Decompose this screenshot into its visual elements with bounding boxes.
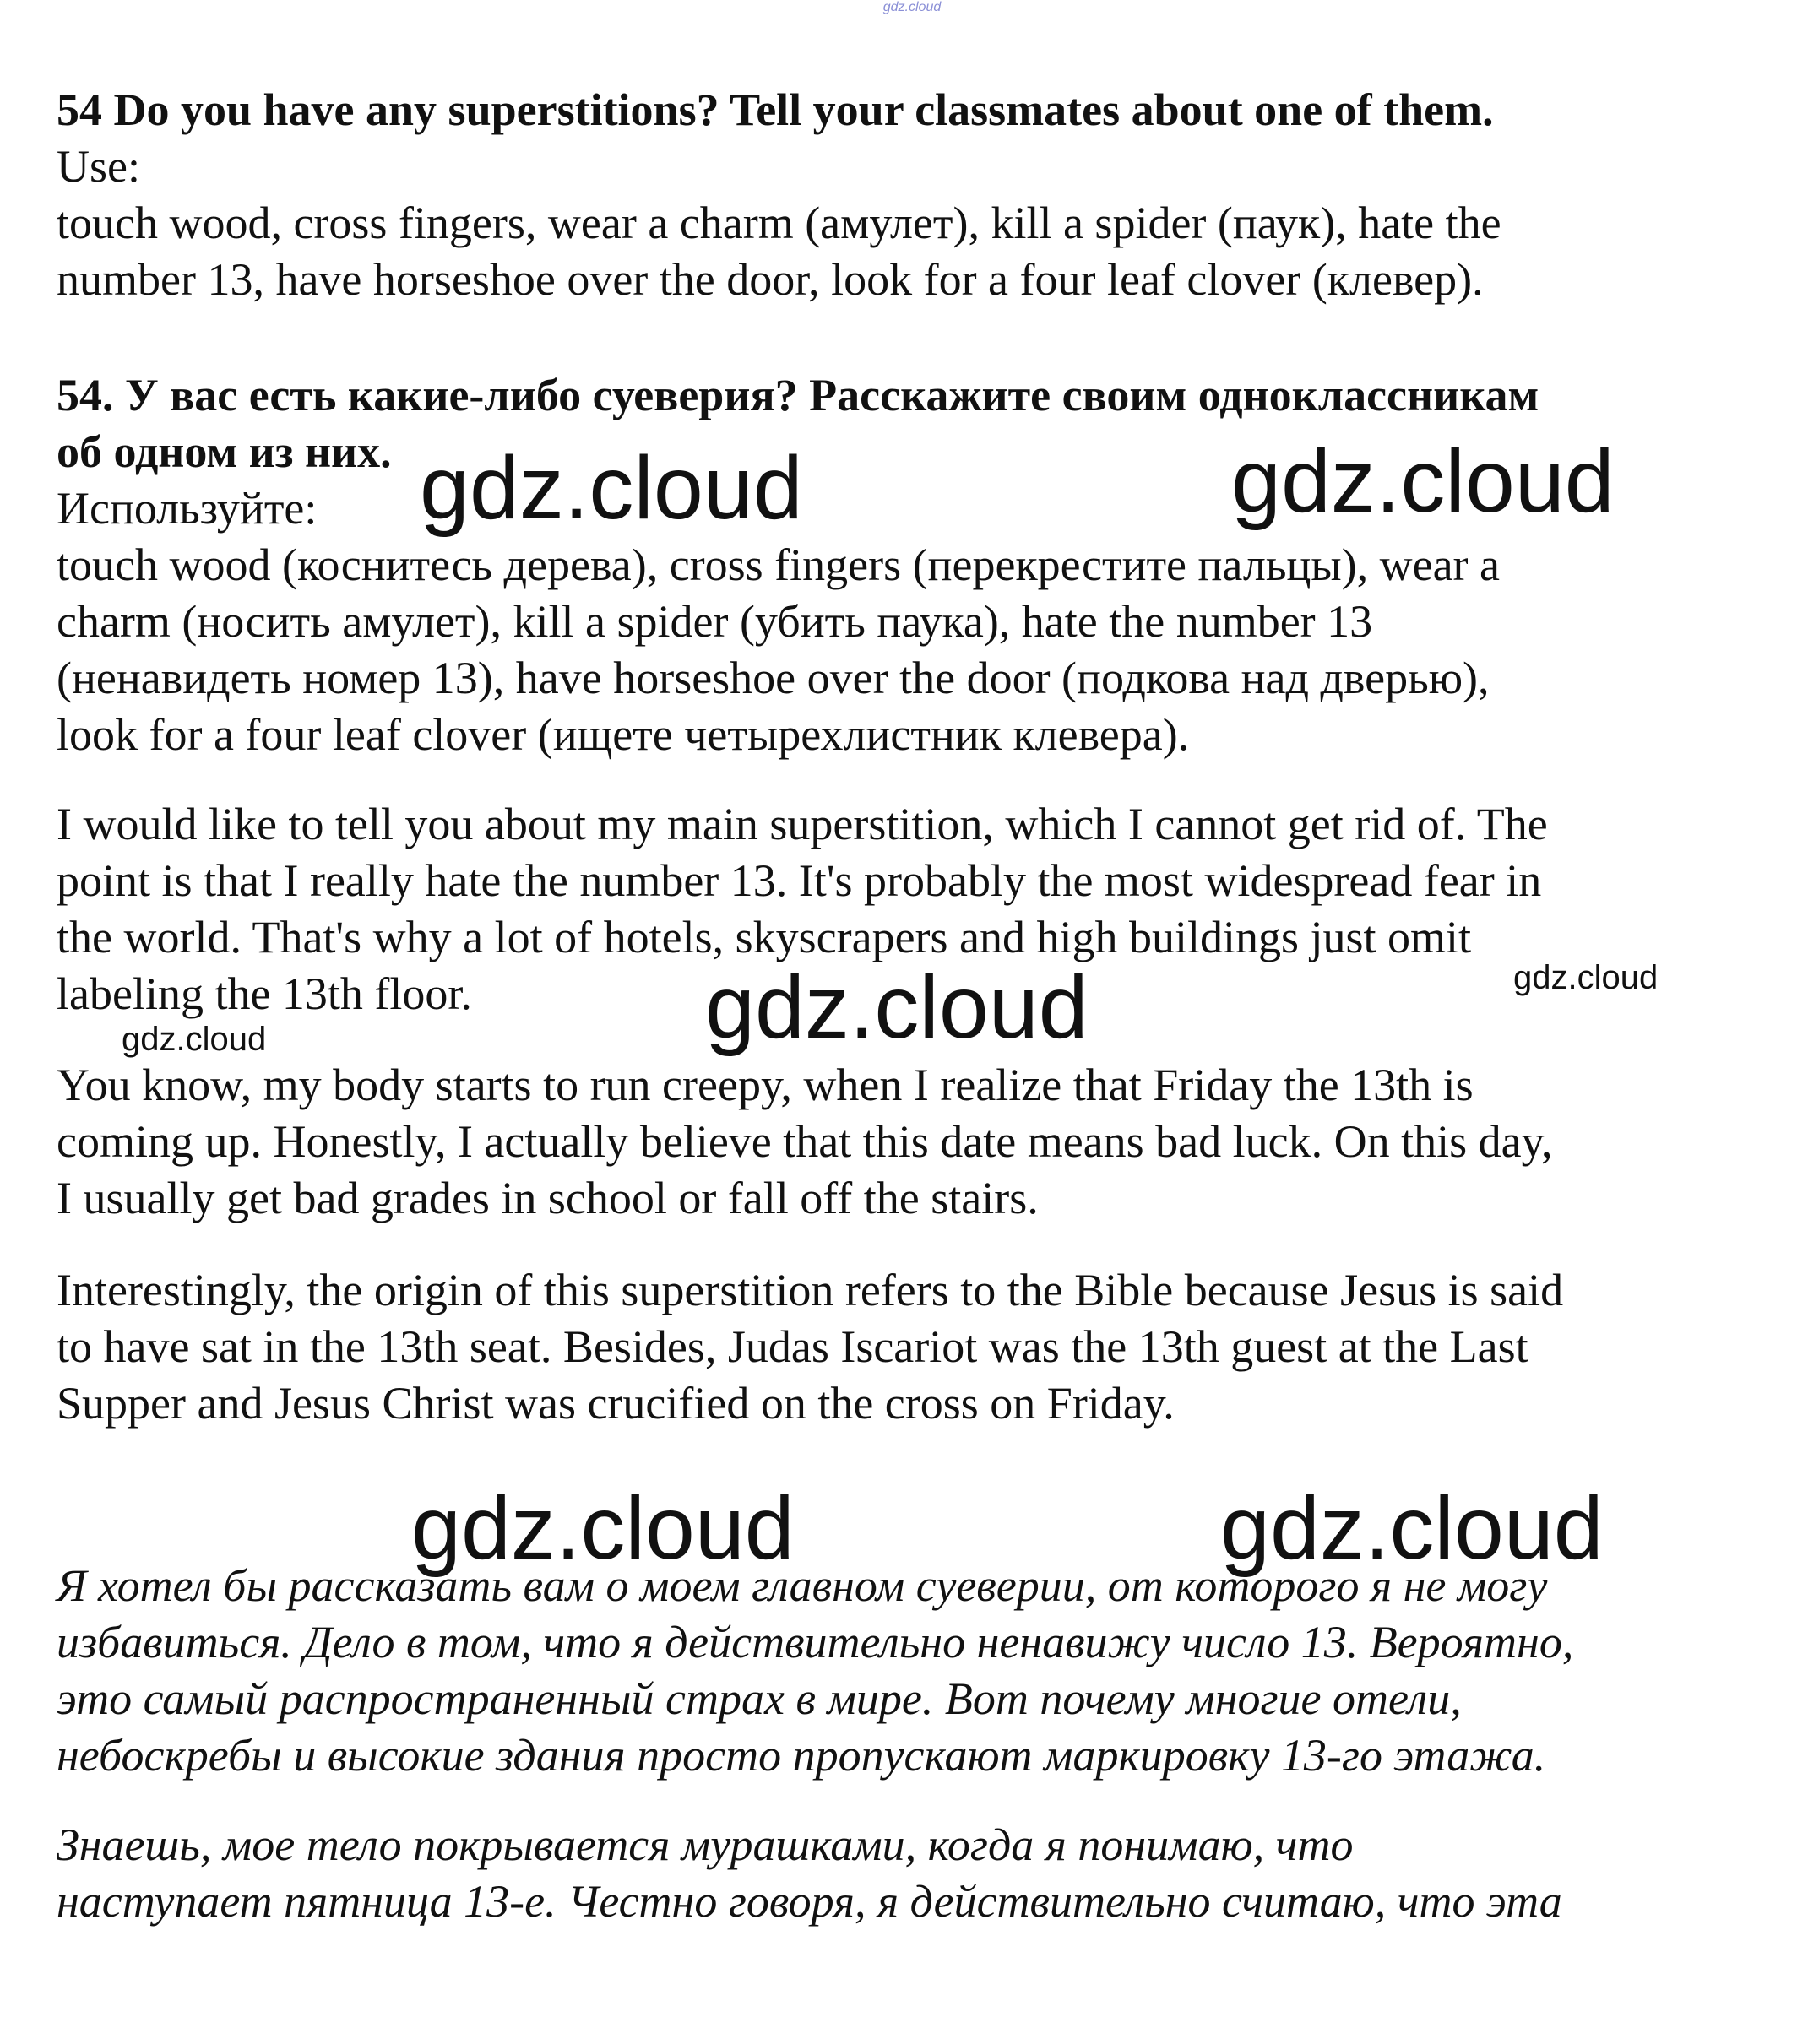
- watermark: gdz.cloud: [1220, 1478, 1604, 1578]
- watermark: gdz.cloud: [122, 1021, 267, 1058]
- watermark: gdz.cloud: [1231, 431, 1615, 531]
- answer-ru-paragraph-1: [57, 1558, 1746, 1784]
- answer-line: I usually get bad grades in school or fall off the stairs.: [57, 1173, 1039, 1223]
- answer-line: labeling the 13th floor.: [57, 968, 472, 1019]
- answer-line: Interestingly, the origin of this superstition refers to the Bible because Jesus is said: [57, 1265, 1564, 1315]
- watermark: gdz.cloud: [411, 1478, 795, 1578]
- task-ru-title-line: 54. У вас есть какие-либо суеверия? Расскажите своим одноклассникам: [57, 370, 1539, 420]
- task-ru-phrases-line: touch wood (коснитесь дерева), cross fingers (перекрестите пальцы), wear a: [57, 539, 1500, 590]
- answer-en-paragraph-3: [57, 1262, 1746, 1432]
- task-ru-phrases-line: charm (носить амулет), kill a spider (убить паука), hate the number 13: [57, 596, 1373, 647]
- answer-line: the world. That's why a lot of hotels, skyscrapers and high buildings just omit: [57, 912, 1472, 962]
- answer-line: наступает пятница 13-е. Честно говоря, я действительно считаю, что эта: [57, 1876, 1562, 1927]
- answer-line: Я хотел бы рассказать вам о моем главном суеверии, от которого я не могу: [57, 1560, 1548, 1611]
- answer-line: это самый распространенный страх в мире. Вот почему многие отели,: [57, 1673, 1462, 1724]
- answer-en-paragraph-2: [57, 1057, 1746, 1227]
- task-en-phrases-line: number 13, have horseshoe over the door, look for a four leaf clover (клевер).: [57, 254, 1484, 305]
- task-ru: [57, 367, 1746, 763]
- answer-line: Знаешь, мое тело покрывается мурашками, когда я понимаю, что: [57, 1819, 1354, 1870]
- task-en-phrases-line: touch wood, cross fingers, wear a charm (амулет), kill a spider (паук), hate the: [57, 198, 1501, 248]
- answer-line: небоскребы и высокие здания просто пропускают маркировку 13-го этажа.: [57, 1730, 1546, 1781]
- task-ru-phrases-line: look for a four leaf clover (ищете четырехлистник клевера).: [57, 709, 1190, 760]
- answer-line: I would like to tell you about my main superstition, which I cannot get rid of. The: [57, 799, 1548, 849]
- task-ru-use-label: Используйте:: [57, 483, 318, 534]
- watermark: gdz.cloud: [705, 957, 1089, 1057]
- answer-line: избавиться. Дело в том, что я действительно ненавижу число 13. Вероятно,: [57, 1617, 1574, 1667]
- answer-line: You know, my body starts to run creepy, when I realize that Friday the 13th is: [57, 1060, 1474, 1110]
- answer-line: coming up. Honestly, I actually believe that this date means bad luck. On this day,: [57, 1116, 1553, 1167]
- task-en-title: 54 Do you have any superstitions? Tell your classmates about one of them.: [57, 84, 1494, 135]
- answer-line: to have sat in the 13th seat. Besides, Judas Iscariot was the 13th guest at the Last: [57, 1321, 1528, 1372]
- source-mark: gdz.cloud: [882, 0, 942, 14]
- answer-ru-paragraph-2: [57, 1817, 1746, 1930]
- answer-line: Supper and Jesus Christ was crucified on the cross on Friday.: [57, 1378, 1175, 1429]
- answer-line: point is that I really hate the number 13. It's probably the most widespread fear in: [57, 855, 1542, 906]
- task-en: [57, 82, 1746, 308]
- task-ru-phrases-line: (ненавидеть номер 13), have horseshoe over the door (подкова над дверью),: [57, 653, 1490, 703]
- task-ru-title-line: об одном из них.: [57, 426, 392, 477]
- task-en-use-label: Use:: [57, 141, 140, 192]
- watermark: gdz.cloud: [1513, 959, 1659, 996]
- watermark: gdz.cloud: [420, 438, 803, 538]
